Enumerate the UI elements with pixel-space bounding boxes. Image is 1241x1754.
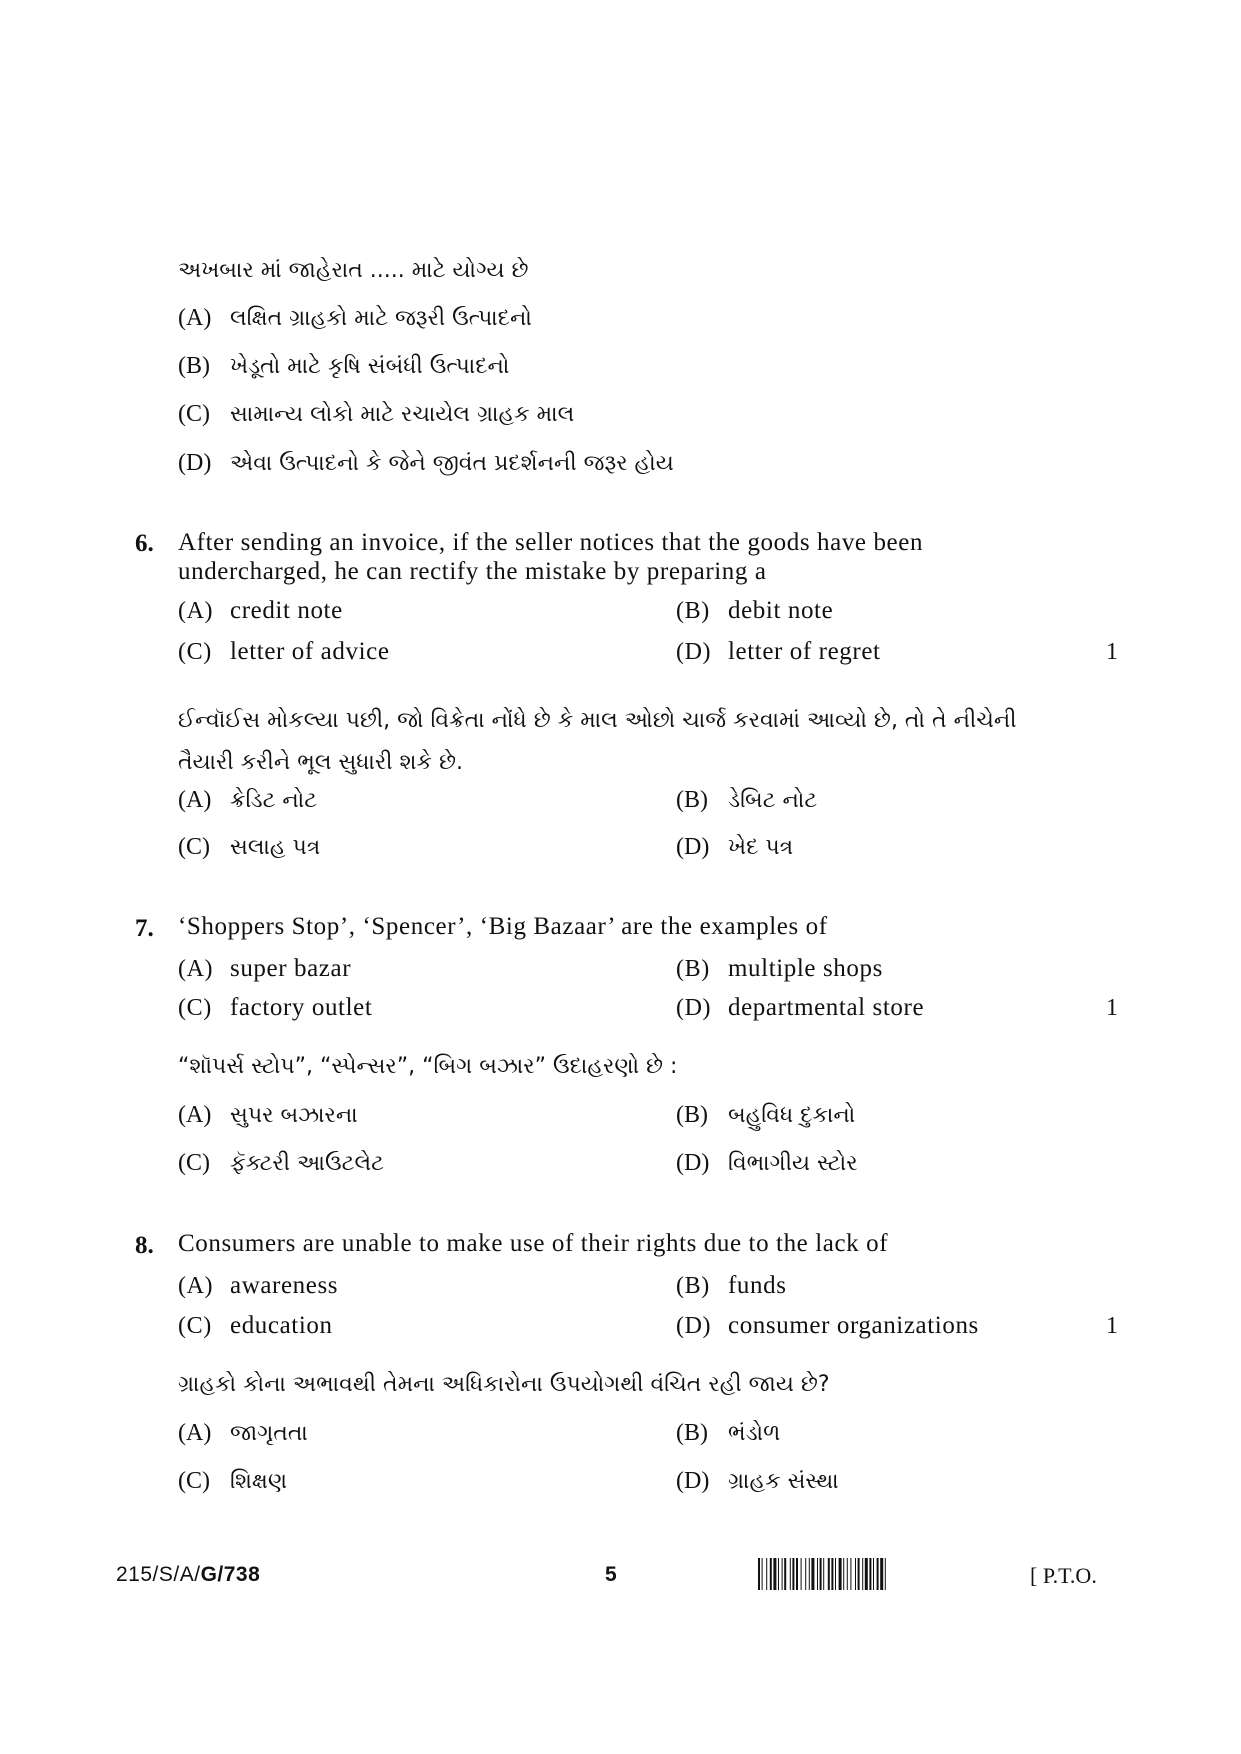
q6-gu-option-a: (A) ક્રેડિટ નોટ xyxy=(178,787,318,813)
question-8-text-gu: ગ્રાહકો કોના અભાવથી તેમના અધિકારોના ઉપયોગથી વંચિત રહી જાય છે? xyxy=(178,1372,830,1397)
question-7-text-gu: “શૉપર્સ સ્ટોપ”, “સ્પેન્સર”, “બિગ બઝાર” ઉદાહરણો છે : xyxy=(178,1054,678,1079)
q8-gu-option-a: (A) જાગૃતતા xyxy=(178,1420,308,1446)
intro-option-c: (C) સામાન્ય લોકો માટે રચાયેલ ગ્રાહક માલ xyxy=(178,401,575,427)
intro-option-a: (A) લક્ષિત ગ્રાહકો માટે જરૂરી ઉત્પાદનો xyxy=(178,305,532,331)
pto-label: [ P.T.O. xyxy=(1030,1563,1097,1588)
q7-option-d: (D) departmental store xyxy=(676,994,925,1021)
q7-gu-option-c: (C) ફૅક્ટરી આઉટલેટ xyxy=(178,1150,384,1176)
q8-gu-option-b: (B) ભંડોળ xyxy=(676,1420,781,1446)
page-number: 5 xyxy=(605,1563,617,1586)
question-8-number: 8. xyxy=(135,1232,154,1259)
q6-option-d: (D) letter of regret xyxy=(676,638,881,665)
q8-option-c: (C) education xyxy=(178,1312,333,1339)
question-8-text: Consumers are unable to make use of their rights due to the lack of xyxy=(178,1230,889,1257)
paper-code: 215/S/A/G/738 xyxy=(116,1563,261,1586)
q7-option-b: (B) multiple shops xyxy=(676,955,883,982)
q7-gu-option-a: (A) સુપર બઝારના xyxy=(178,1102,358,1128)
q8-gu-option-d: (D) ગ્રાહક સંસ્થા xyxy=(676,1468,839,1494)
q7-option-a: (A) super bazar xyxy=(178,955,352,982)
q7-marks: 1 xyxy=(1106,995,1118,1021)
barcode-icon xyxy=(758,1558,1018,1590)
intro-option-b: (B) ખેડૂતો માટે કૃષિ સંબંધી ઉત્પાદનો xyxy=(178,353,510,379)
question-6-number: 6. xyxy=(135,530,154,557)
q7-gu-option-b: (B) બહુવિધ દુકાનો xyxy=(676,1102,856,1128)
question-6-text: After sending an invoice, if the seller notices that the goods have been undercharged, he can rectify the mistake by preparing a xyxy=(178,529,924,585)
q7-gu-option-d: (D) વિભાગીય સ્ટોર xyxy=(676,1150,858,1176)
q6-gu-option-b: (B) ડેબિટ નોટ xyxy=(676,787,818,813)
question-7-text: ‘Shoppers Stop’, ‘Spencer’, ‘Big Bazaar’ are the examples of xyxy=(178,913,828,940)
q6-option-a: (A) credit note xyxy=(178,597,343,624)
q6-marks: 1 xyxy=(1106,639,1118,665)
q8-option-d: (D) consumer organizations xyxy=(676,1312,979,1339)
q6-gu-option-c: (C) સલાહ પત્ર xyxy=(178,834,321,860)
q8-option-b: (B) funds xyxy=(676,1272,787,1299)
question-7-number: 7. xyxy=(135,915,154,942)
q6-gu-option-d: (D) ખેદ પત્ર xyxy=(676,834,794,860)
intro-option-d: (D) એવા ઉત્પાદનો કે જેને જીવંત પ્રદર્શનની જરૂર હોય xyxy=(178,450,674,476)
q8-gu-option-c: (C) શિક્ષણ xyxy=(178,1468,288,1494)
q7-option-c: (C) factory outlet xyxy=(178,994,373,1021)
q8-marks: 1 xyxy=(1106,1313,1118,1339)
question-6-text-gu: ઈન્વૉઈસ મોકલ્યા પછી, જો વિક્રેતા નોંધે છે કે માલ ઓછો ચાર્જ કરવામાં આવ્યો છે, તો તે નીચેની તૈયારી કરીને ભૂલ સુધારી શકે છે. xyxy=(178,708,1017,775)
q6-option-b: (B) debit note xyxy=(676,597,834,624)
q8-option-a: (A) awareness xyxy=(178,1272,339,1299)
q6-option-c: (C) letter of advice xyxy=(178,638,390,665)
intro-question-text: અખબાર માં જાહેરાત ..... માટે યોગ્ય છે xyxy=(178,258,529,283)
